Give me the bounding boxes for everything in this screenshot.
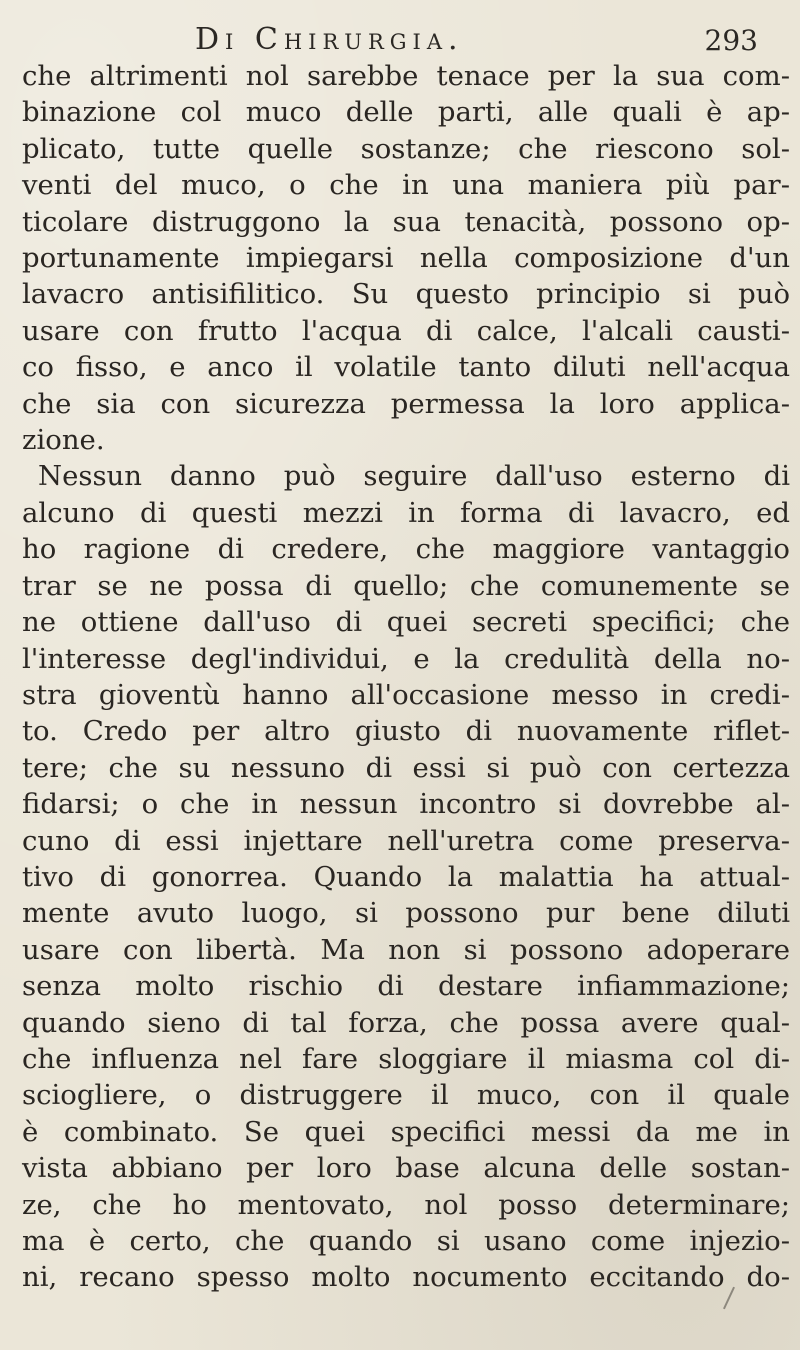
text-line: portunamente impiegarsi nella composizione d'un bbox=[22, 242, 790, 275]
text-line: che altrimenti nol sarebbe tenace per la sua com- bbox=[22, 60, 790, 92]
text-line: cuno di essi injettare nell'uretra come preserva- bbox=[22, 824, 790, 857]
text-line: tivo di gonorrea. Quando la malattia ha attual- bbox=[22, 860, 790, 893]
running-title: Di Chirurgia. bbox=[195, 22, 464, 57]
text-line: ho ragione di credere, che maggiore vantaggio bbox=[22, 533, 790, 566]
text-line: che influenza nel fare sloggiare il miasma col di- bbox=[22, 1042, 790, 1075]
text-line: che sia con sicurezza permessa la loro applica- bbox=[22, 387, 790, 420]
text-line: to. Credo per altro giusto di nuovamente riflet- bbox=[22, 715, 790, 748]
text-line: vista abbiano per loro base alcuna delle sostan- bbox=[22, 1152, 790, 1185]
text-line: alcuno di questi mezzi in forma di lavacro, ed bbox=[22, 496, 790, 529]
text-line: stra gioventù hanno all'occasione messo in credi- bbox=[22, 678, 790, 711]
text-line: è combinato. Se quei specifici messi da me in bbox=[22, 1115, 790, 1148]
text-line: l'interesse degl'individui, e la credulità della no- bbox=[22, 642, 790, 675]
text-line: trar se ne possa di quello; che comunemente se bbox=[22, 569, 790, 602]
text-line: usare con libertà. Ma non si possono adoperare bbox=[22, 933, 790, 966]
text-line: zione. bbox=[22, 424, 105, 457]
text-line: ni, recano spesso molto nocumento eccitando do- bbox=[22, 1261, 790, 1294]
body-text bbox=[22, 58, 790, 1296]
text-line: senza molto rischio di destare infiammazione; bbox=[22, 970, 790, 1003]
text-line: co fisso, e anco il volatile tanto diluti nell'acqua bbox=[22, 351, 790, 384]
text-line: Nessun danno può seguire dall'uso esterno di bbox=[38, 460, 790, 493]
text-line: fidarsi; o che in nessun incontro si dovrebbe al- bbox=[22, 788, 790, 821]
page-header bbox=[140, 18, 780, 58]
text-line: ticolare distruggono la sua tenacità, possono op- bbox=[22, 205, 790, 238]
text-line: ma è certo, che quando si usano come injezio- bbox=[22, 1225, 790, 1257]
text-line: binazione col muco delle parti, alle quali è ap- bbox=[22, 96, 790, 129]
text-line: ne ottiene dall'uso di quei secreti specifici; che bbox=[22, 606, 790, 639]
text-line: usare con frutto l'acqua di calce, l'alcali causti- bbox=[22, 314, 790, 347]
text-line: mente avuto luogo, si possono pur bene diluti bbox=[22, 897, 790, 930]
text-line: sciogliere, o distruggere il muco, con il quale bbox=[22, 1079, 790, 1112]
text-line: tere; che su nessuno di essi si può con certezza bbox=[22, 751, 790, 784]
page-number: 293 bbox=[704, 24, 758, 57]
text-line: plicato, tutte quelle sostanze; che riescono sol- bbox=[22, 132, 790, 165]
text-line: quando sieno di tal forza, che possa avere qual- bbox=[22, 1006, 790, 1039]
text-line: ze, che ho mentovato, nol posso determinare; bbox=[22, 1188, 790, 1221]
text-line: lavacro antisifilitico. Su questo principio si può bbox=[22, 278, 790, 311]
text-line: venti del muco, o che in una maniera più par- bbox=[22, 169, 790, 202]
